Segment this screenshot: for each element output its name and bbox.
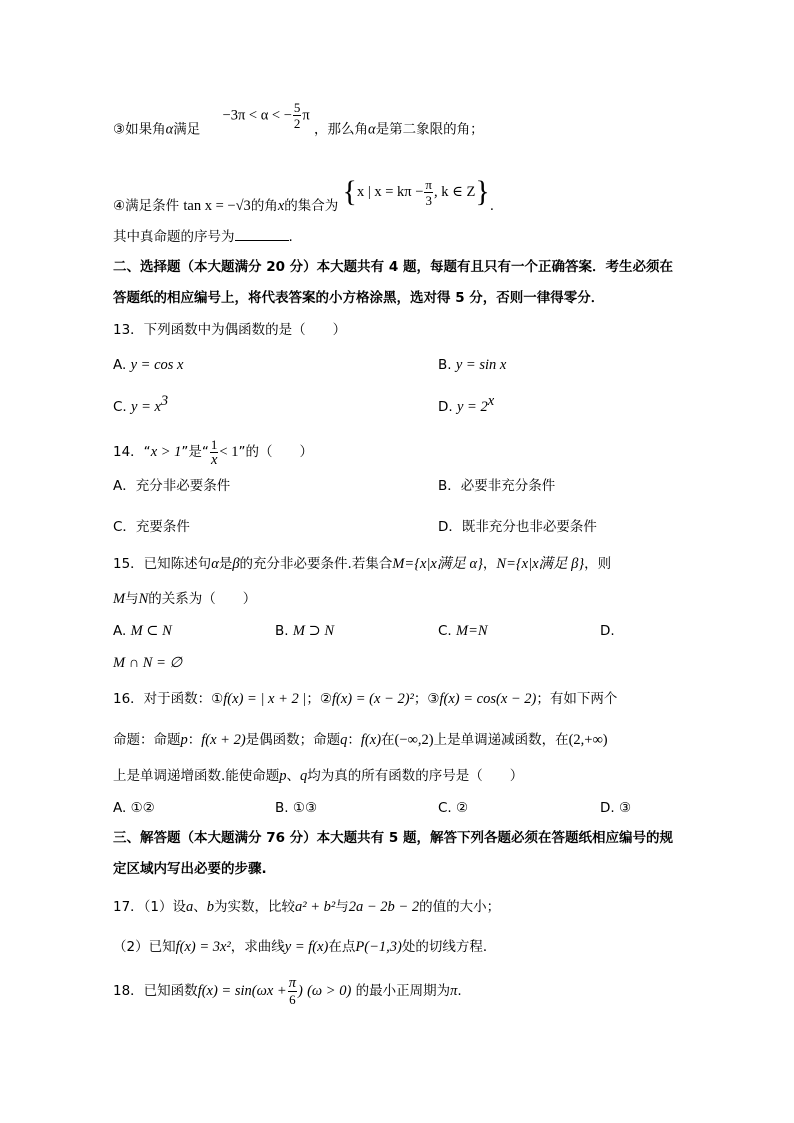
q16-f3: f(x) = cos(x − 2)	[439, 691, 537, 707]
p3-alpha: α	[165, 121, 174, 138]
q16-l3-a: 上是单调递增函数.能使命题	[113, 768, 280, 784]
q13-option-d	[438, 393, 495, 416]
section2-line1: 二、选择题（本大题满分 20 分）本大题共有 4 题，每题有且只有一个正确答案．考生必须在	[113, 259, 673, 275]
q14-frac-den: x	[210, 451, 218, 468]
q13-c-sup: 3	[160, 393, 169, 409]
q17-expr1: a² + b²	[295, 899, 336, 915]
section2-line2: 答题纸的相应编号上，将代表答案的小方格涂黑，选对得 5 分，否则一律得零分．	[113, 290, 605, 306]
q17-line1	[113, 898, 500, 916]
q15-set-m: M={x|x满足 α}	[392, 556, 483, 572]
q16-int1: (−∞,2)	[394, 732, 434, 748]
q16-p2: p	[279, 768, 287, 784]
p4-set-right: , k ∈ Z	[434, 184, 476, 200]
q15-option-b	[275, 622, 334, 640]
p3-prefix: ③如果角	[113, 121, 166, 138]
answer-prompt-text: 其中真命题的序号为	[113, 229, 235, 245]
q16-line2	[113, 731, 608, 749]
q14-frac-num: 1	[210, 436, 218, 452]
section3-line1: 三、解答题（本大题满分 76 分）本大题共有 5 题，解答下列各题必须在答题纸相应编号的规	[113, 830, 673, 846]
q16-option-c: C. ②	[438, 800, 469, 816]
p3-suffix2: 是第二象限的角；	[375, 121, 484, 138]
p3-fraction	[293, 100, 302, 131]
q15-c-expr: M=N	[456, 623, 488, 639]
q13-option-c	[113, 393, 169, 416]
q16-l2-a: 命题：命题	[113, 732, 181, 748]
q16-l2-d: ：	[347, 732, 361, 748]
q15-a-expr: M ⊂ N	[130, 623, 172, 639]
q17-line2	[113, 938, 496, 956]
answer-prompt-period: .	[288, 229, 293, 245]
q15-option-d-expr	[113, 654, 182, 672]
q17-expr3: f(x) = 3x²	[175, 939, 231, 955]
q14-option-c: C．充要条件	[113, 519, 190, 535]
q17-l1-b: 、	[193, 899, 207, 915]
q16-f1: f(x) = | x + 2 |	[223, 691, 307, 707]
q16-l2-f: 上是单调递减函数，在	[433, 732, 569, 748]
q14-option-a: A．充分非必要条件	[113, 478, 231, 494]
q17-l2-a: （2）已知	[113, 939, 176, 955]
q14-stem	[113, 436, 313, 468]
q18-l1-b: 的最小正周期为	[355, 983, 451, 999]
q17-expr5: P(−1,3)	[355, 939, 402, 955]
q13-a-expr: y = cos x	[130, 357, 184, 373]
q16-fx: f(x)	[360, 732, 382, 748]
p3-frac-den: 2	[293, 116, 301, 131]
right-brace-icon: }	[475, 175, 490, 208]
p3-ineq-left: −3π < α < −	[222, 107, 292, 124]
q15-option-c	[438, 622, 488, 640]
q17-expr4: y = f(x)	[284, 939, 329, 955]
q18-end: .	[457, 983, 462, 999]
section3-line2: 定区域内写出必要的步骤.	[113, 861, 267, 877]
q13-b-expr: y = sin x	[455, 357, 507, 373]
p4-fraction	[424, 177, 433, 208]
q14-prefix: 14．“	[113, 444, 151, 460]
p3-mid: 满足	[173, 121, 201, 138]
q16-line3	[113, 767, 523, 785]
q15-m: M	[113, 591, 126, 607]
q15-l1-e: ，则	[584, 556, 612, 572]
q16-l3-b: 、	[286, 768, 301, 784]
p4-end: .	[489, 198, 495, 214]
q18-frac-den: 6	[289, 991, 296, 1007]
q18-frac-num: π	[288, 974, 296, 991]
q16-q2: q	[300, 768, 308, 784]
q15-l1-a: 15．已知陈述句	[113, 556, 212, 572]
p4-tan-expr: tan x = −√3	[183, 198, 251, 214]
q13-b-label: B.	[438, 357, 452, 373]
q15-set-n: N={x|x满足 β}	[496, 556, 585, 572]
q16-f2: f(x) = (x − 2)²	[332, 691, 414, 707]
answer-blank	[235, 228, 289, 241]
q15-option-a	[113, 622, 172, 640]
q15-line2	[113, 590, 256, 608]
q17-a: a	[186, 899, 194, 915]
q14-cond1: x > 1	[150, 444, 182, 460]
q15-b-label: B.	[275, 623, 289, 639]
q15-l1-c: 的充分非必要条件.若集合	[239, 556, 393, 572]
q17-b: b	[206, 899, 215, 915]
q16-l1-a: 16．对于函数：①	[113, 691, 224, 707]
q15-l1-d: ，	[482, 556, 497, 572]
q16-l1-b: ；②	[306, 691, 332, 707]
q18-fraction	[288, 976, 297, 1007]
p4-left	[113, 198, 343, 214]
q18-expr-a: f(x) = sin(ωx +	[197, 983, 287, 999]
q14-fraction	[210, 437, 219, 468]
q16-l2-e: 在	[381, 732, 395, 748]
p4-mid2: 的集合为	[284, 198, 339, 214]
q16-int2: (2,+∞)	[568, 732, 608, 748]
p4-set-left: x | x = kπ −	[356, 184, 424, 200]
p4-x: x	[277, 198, 285, 214]
q13-stem: 13．下列函数中为偶函数的是（ ）	[113, 322, 347, 338]
q15-beta: β	[232, 556, 240, 572]
q13-d-expr: y = 2	[456, 399, 488, 415]
q15-b-expr: M ⊃ N	[292, 623, 335, 639]
q15-option-d-label: D.	[600, 623, 615, 639]
q17-l2-b: ，求曲线	[230, 939, 285, 955]
q16-option-b: B. ①③	[275, 800, 318, 816]
q13-option-b	[438, 356, 506, 374]
q13-d-sup: x	[487, 393, 495, 409]
proposition-4	[113, 175, 495, 218]
q15-l2-d: 的关系为（ ）	[148, 591, 257, 607]
q15-l2-b: 与	[125, 591, 139, 607]
q13-c-label: C.	[113, 399, 127, 415]
q17-l2-d: 处的切线方程．	[401, 939, 497, 955]
q18-line1	[113, 974, 462, 1008]
q18-pi: π	[450, 983, 458, 999]
q18-expr-b: )	[297, 983, 303, 999]
p3-alpha2: α	[368, 121, 376, 138]
q16-l2-b: ：	[187, 732, 202, 748]
q18-l1-a: 18．已知函数	[113, 983, 198, 999]
q14-option-b: B．必要非充分条件	[438, 478, 556, 494]
q13-d-label: D.	[438, 399, 453, 415]
q17-l1-a: 17．（1）设	[113, 899, 187, 915]
q17-l1-d: 与	[335, 899, 349, 915]
q15-l1-b: 是	[218, 556, 233, 572]
p4-mid1: 的角	[250, 198, 278, 214]
q16-q: q	[340, 732, 348, 748]
q16-p: p	[180, 732, 188, 748]
q16-l1-d: ；有如下两个	[536, 691, 618, 707]
q14-cond2: < 1	[219, 444, 239, 460]
p4-prefix: ④满足条件	[113, 198, 180, 214]
q15-a-label: A.	[113, 623, 127, 639]
q14-suffix: ”的（ ）	[238, 444, 313, 460]
q16-option-a: A. ①②	[113, 800, 155, 816]
p4-frac-num: π	[425, 176, 432, 192]
q15-alpha: α	[211, 556, 219, 572]
q13-c-expr: y = x	[131, 399, 161, 415]
q17-expr2: 2a − 2b − 2	[348, 899, 420, 915]
left-brace-icon: {	[342, 175, 357, 208]
answer-prompt	[113, 228, 293, 246]
q15-d-expr: M ∩ N = ∅	[113, 655, 183, 671]
q14-option-d: D．既非充分也非必要条件	[438, 519, 597, 535]
p4-set	[343, 172, 490, 212]
q18-cond: (ω > 0)	[307, 983, 352, 999]
p3-suffix1: ，那么角	[314, 121, 369, 138]
q15-line1	[113, 555, 611, 573]
q15-c-label: C.	[438, 623, 452, 639]
p3-ineq-right: π	[302, 107, 310, 124]
proposition-3	[113, 100, 484, 145]
p3-inequality	[223, 100, 310, 131]
q16-option-d: D. ③	[600, 800, 632, 816]
p4-frac-den: 3	[425, 192, 432, 208]
q15-n: N	[138, 591, 149, 607]
q13-a-label: A.	[113, 357, 127, 373]
q14-mid: ”是“	[181, 444, 209, 460]
q13-option-a	[113, 356, 183, 374]
q16-line1	[113, 690, 617, 708]
q17-l1-e: 的值的大小；	[419, 899, 501, 915]
q17-l2-c: 在点	[328, 939, 356, 955]
q16-l2-c: 是偶函数；命题	[245, 732, 341, 748]
q16-fx2: f(x + 2)	[201, 732, 246, 748]
p3-frac-num: 5	[293, 100, 301, 115]
q17-l1-c: 为实数，比较	[214, 899, 296, 915]
q16-l3-c: 均为真的所有函数的序号是（ ）	[307, 768, 524, 784]
q16-l1-c: ；③	[413, 691, 440, 707]
